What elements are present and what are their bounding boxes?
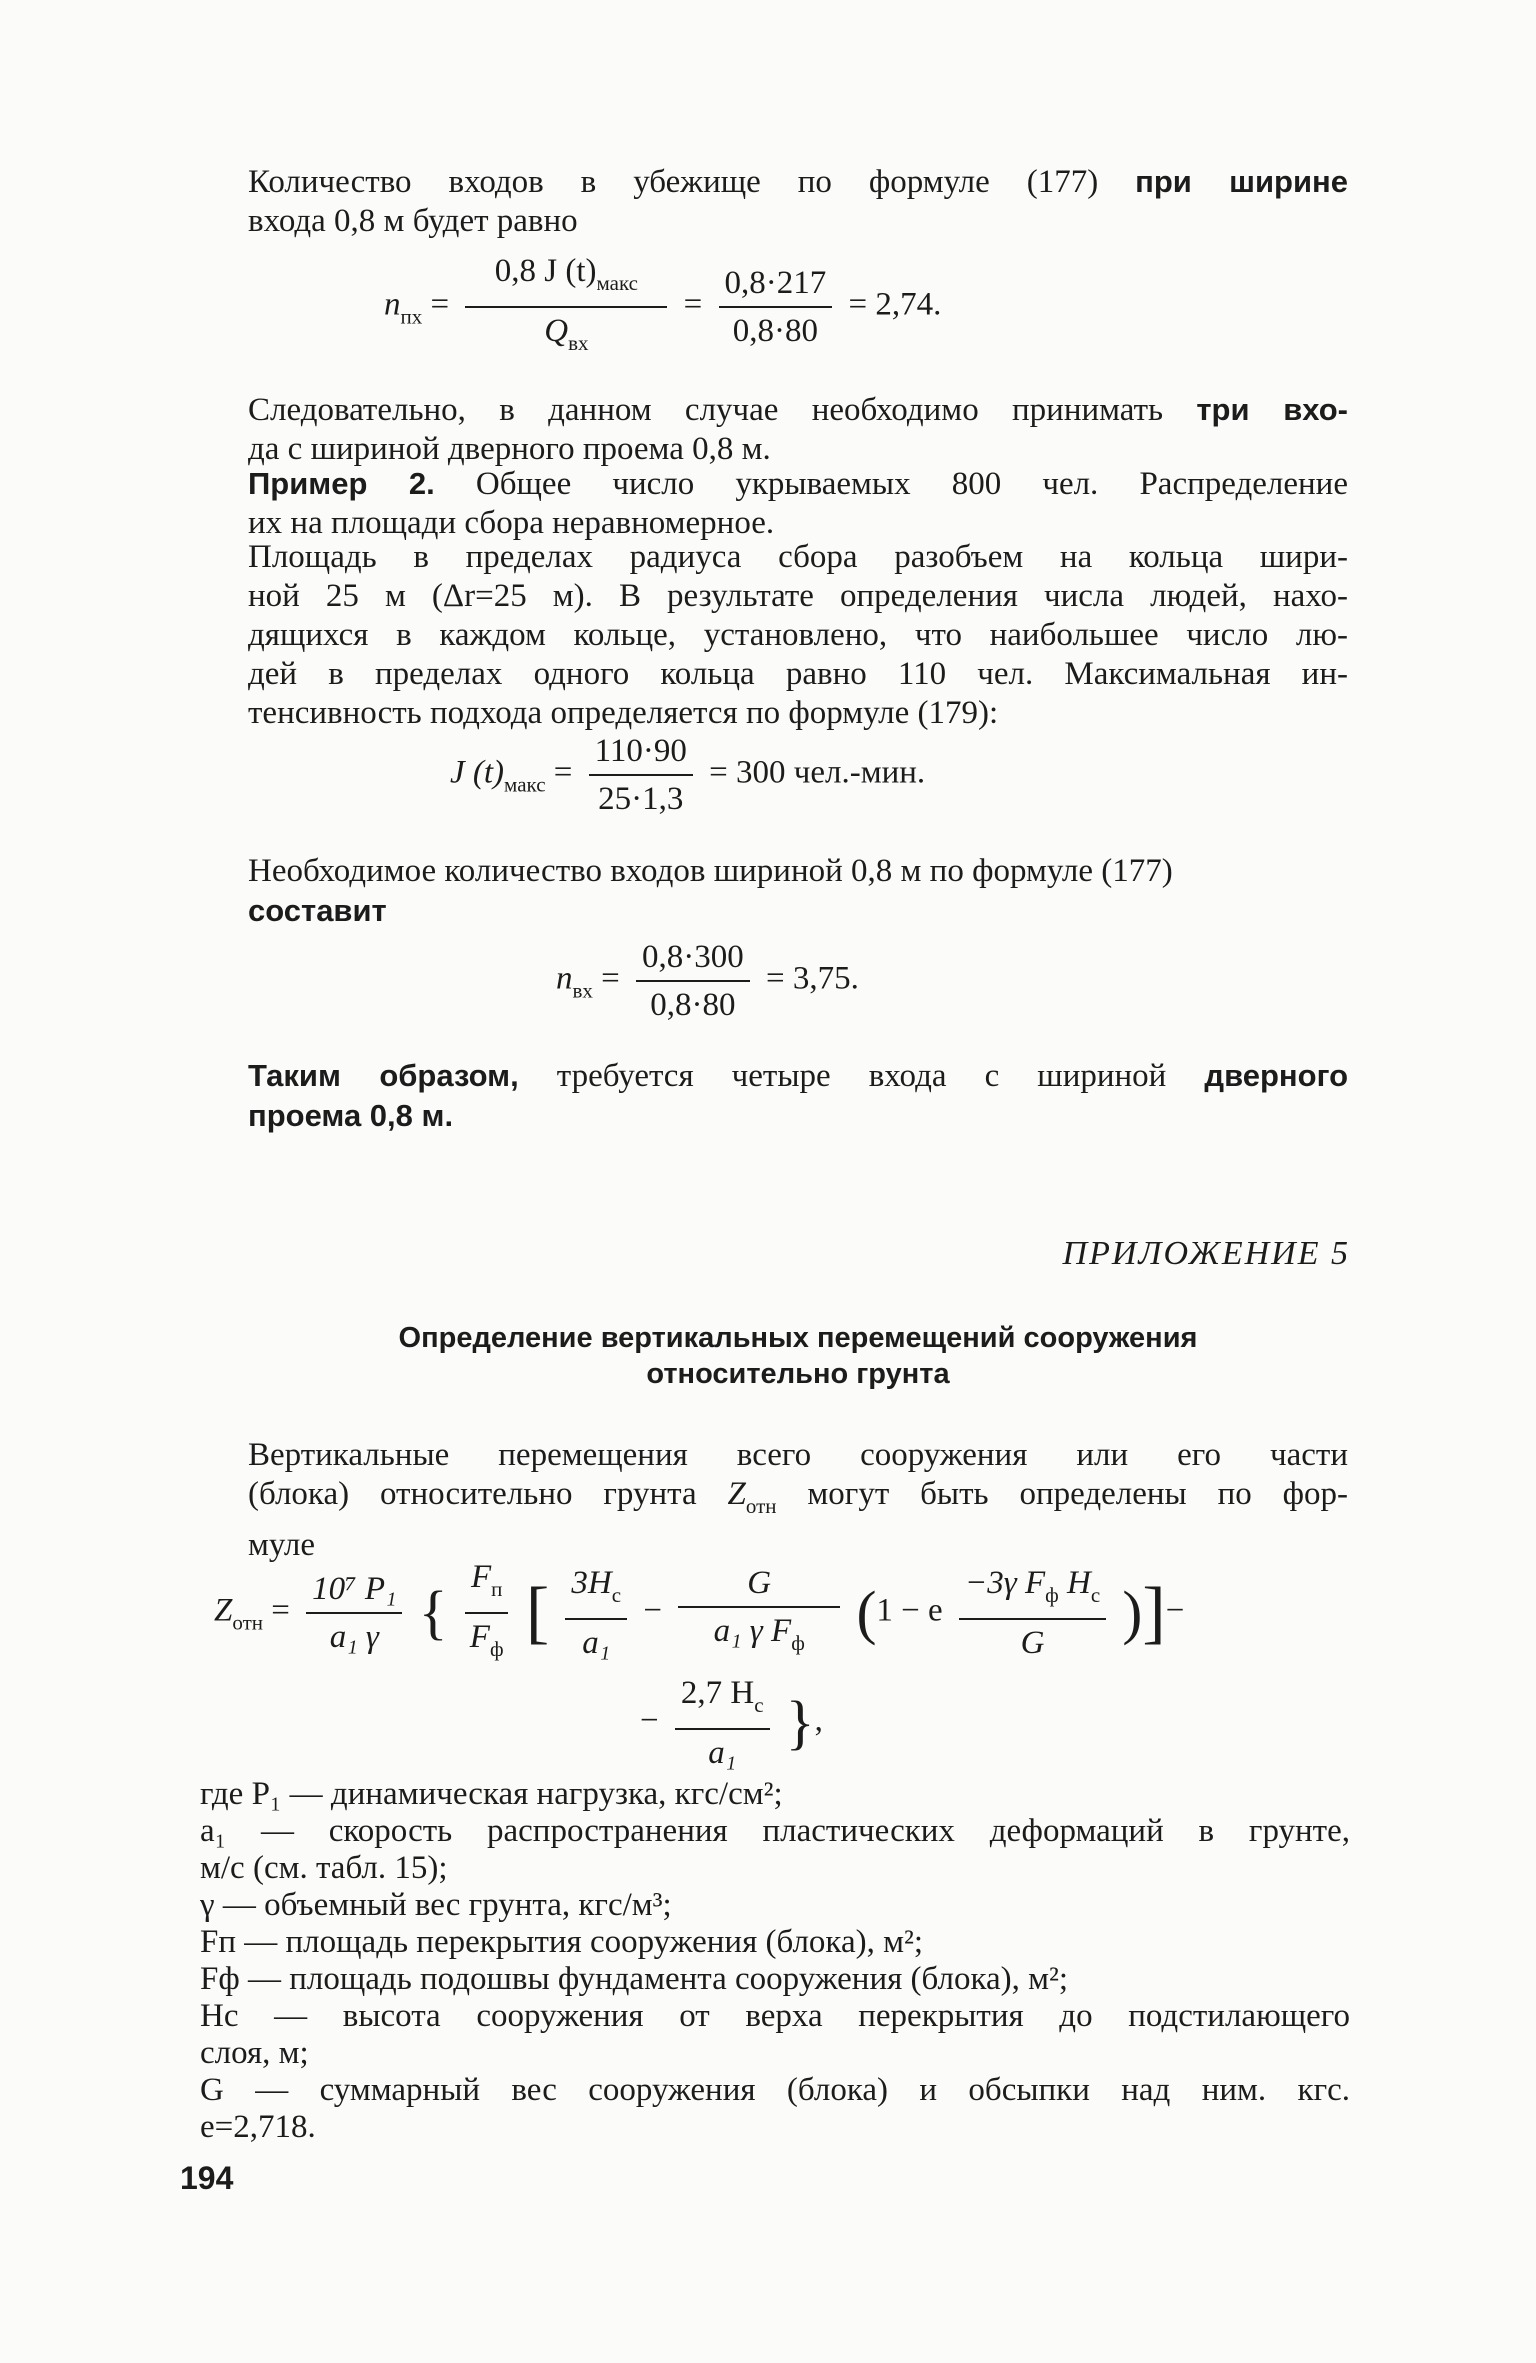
legend-row: Hс — высота сооружения от верха перекрытия до подстилающего: [200, 1998, 1350, 2034]
example-label: Пример 2.: [248, 466, 435, 501]
paragraph-conclusion-2: Таким образом, требуется четыре входа с шириной дверного проема 0,8 м.: [248, 1058, 1349, 1133]
text-line: входа 0,8 м будет равно: [248, 203, 578, 239]
fraction: $\frac{\text{10⁷ P₁}}{\text{a₁ γ}}$: [306, 1570, 402, 1656]
fraction: $\frac{F_п}{F_ф}$: [464, 1558, 510, 1668]
legend-row: e=2,718.: [200, 2109, 316, 2145]
paragraph-required-inputs: Необходимое количество входов шириной 0,8 м по формуле (177) составит: [248, 853, 1173, 928]
fraction: $\frac{0,8 J (t)_{макс}}{Q_{вх}}$: [465, 252, 667, 362]
section-title: Определение вертикальных перемещений сооружения относительно грунта: [398, 1322, 1198, 1390]
legend-row: где P₁ — динамическая нагрузка, кгс/см²;: [200, 1776, 783, 1812]
page-number: 194: [180, 2160, 234, 2196]
fraction: $\frac{0,8\cdot 217}{0,8\cdot 80}$: [719, 264, 833, 350]
paragraph-example-2: Пример 2. Общее число укрываемых 800 чел. Распределение их на площади сбора неравномерное.: [248, 466, 1348, 541]
legend-row: м/с (см. табл. 15);: [200, 1850, 448, 1886]
legend-row: Fф — площадь подошвы фундамента сооружения (блока), м²;: [200, 1961, 1069, 1997]
legend-row: G — суммарный вес сооружения (блока) и обсыпки над ним. кгс.: [200, 2072, 1350, 2108]
fraction: $\frac{110\cdot 90}{25\cdot 1,3}$: [589, 732, 693, 818]
legend-row: слоя, м;: [200, 2035, 309, 2071]
legend-row: a₁ — скорость распространения пластических деформаций в грунте,: [200, 1813, 1350, 1849]
paragraph-vertical-displacement: Вертикальные перемещения всего сооружения или его части (блока) относительно грунта $Z_{отн}$ могут быть определены по фор- муле: [248, 1437, 1349, 1563]
symbol-legend: [200, 1776, 1350, 2146]
text-line: Количество входов в убежище по формуле (177): [248, 164, 1099, 200]
legend-row: γ — объемный вес грунта, кгс/м³;: [200, 1887, 672, 1923]
formula-z-otn-continued: − $\frac{2,7 H_с}{\text{a₁}}$ },: [640, 1675, 823, 1771]
bold-text: при ширине: [1135, 164, 1349, 199]
formula-result: = 300 чел.-мин.: [709, 754, 926, 791]
formula-j-max: J $(t)_{макс}$ = $\frac{110\cdot 90}{25\cdot 1,3}$ = 300 чел.-мин.: [450, 733, 926, 817]
fraction: $\frac{0,8\cdot 300}{0,8\cdot 80}$: [636, 938, 750, 1024]
fraction: $\frac{G}{a_1 \gamma F_ф}$: [678, 1564, 840, 1662]
formula-n-vx: $n_{вх}$ = $\frac{0,8\cdot 300}{0,8\cdot 80}$ = 3,75.: [556, 939, 859, 1023]
legend-row: Fп — площадь перекрытия сооружения (блока), м²;: [200, 1924, 924, 1960]
fraction-exponent: $\frac{-3\gamma F_ф H_с}{G}$: [959, 1564, 1106, 1662]
paragraph-area-rings: Площадь в пределах радиуса сбора разобъем на кольца шири- ной 25 м (Δr=25 м). В результате определения числа людей, нахо- дящихся в каждом кольце, установлено, что наибольшее число лю- дей в пределах одного кольца равно 110 чел. Максимальная ин- тенсивность подхода определяется по формуле (179):: [248, 539, 1348, 731]
formula-z-otn: $Z_{отн}$ = $\frac{\text{10⁷ P₁}}{\text{a₁ γ}}$ { $\frac{F_п}{F_ф}$ [ $\frac{3H_с}{\text{a₁}}$ − $\frac{G}{a_1 \gamma F_ф}$ (1 − e $\frac{-3\gamma F_ф H_с}{G}$ )]−: [214, 1558, 1184, 1668]
formula-result: = 2,74.: [848, 286, 942, 323]
fraction: $\frac{3H_с}{\text{a₁}}$: [565, 1564, 627, 1662]
paragraph-conclusion-1: Следовательно, в данном случае необходимо принимать три вхо- да с шириной дверного проема 0,8 м.: [248, 392, 1349, 467]
formula-n-px: $n_{пх}$ = $\frac{0,8 J (t)_{макс}}{Q_{вх}}$ = $\frac{0,8\cdot 217}{0,8\cdot 80}$ = 2,74.: [384, 252, 941, 362]
appendix-label: ПРИЛОЖЕНИЕ 5: [1062, 1235, 1350, 1272]
formula-symbol: n: [384, 286, 401, 323]
paragraph-inputs-count: [248, 162, 1348, 241]
fraction: $\frac{2,7 H_с}{\text{a₁}}$: [675, 1674, 770, 1772]
formula-result: = 3,75.: [766, 960, 859, 997]
